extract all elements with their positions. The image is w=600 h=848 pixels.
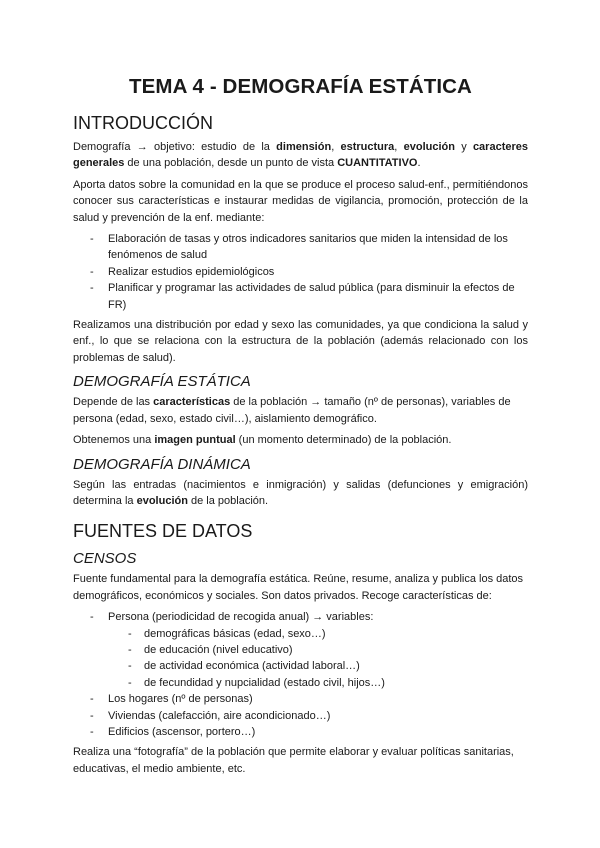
- text-run: (un momento determinado) de la población.: [235, 434, 452, 447]
- sub-list-item: [73, 626, 528, 642]
- paragraph-entradas-salidas: [73, 477, 528, 510]
- dash-marker: -: [90, 611, 94, 624]
- list-item-text: demográficas básicas (edad, sexo…): [144, 627, 326, 640]
- bold-caracteres-generales: caracteres generales: [73, 141, 528, 170]
- dash-marker: -: [90, 693, 94, 706]
- heading-fuentes-de-datos: FUENTES DE DATOS: [73, 521, 253, 542]
- dash-marker: -: [128, 676, 132, 689]
- text-run: Depende de las: [73, 396, 154, 409]
- text-run: y: [454, 141, 473, 153]
- intro-bullet-list: [73, 231, 528, 313]
- text-run: .: [417, 157, 421, 170]
- paragraph-fotografia: Realiza una “fotografía” de la población que permite elaborar y evaluar políticas sanitarias, educativas, el medio ambiente, etc.: [73, 746, 514, 775]
- text-run: Demografía → objetivo: estudio de la: [73, 141, 277, 153]
- text-run: Obtenemos una: [73, 434, 155, 447]
- paragraph-depende-caracteristicas: [73, 394, 528, 427]
- list-item-text: de educación (nivel educativo): [144, 643, 293, 656]
- dash-marker: -: [128, 660, 132, 673]
- censos-list: [73, 609, 528, 740]
- text-run: de una población, desde un punto de vista: [124, 157, 338, 170]
- bold-evolucion: evolución: [136, 494, 188, 507]
- list-item-text: Realizar estudios epidemiológicos: [108, 265, 275, 278]
- document-title: TEMA 4 - DEMOGRAFÍA ESTÁTICA: [129, 75, 472, 98]
- bold-evolucion: evolución: [403, 141, 455, 153]
- bold-imagen-puntual: imagen puntual: [154, 434, 236, 447]
- dash-marker: -: [90, 709, 94, 722]
- list-item: [73, 280, 528, 313]
- paragraph-fuente-fundamental: Fuente fundamental para la demografía estática. Reúne, resume, analiza y publica los datos demográficos, económicos y sociales. Son datos privados. Recoge características de:: [73, 573, 524, 602]
- heading-demografia-estatica: DEMOGRAFÍA ESTÁTICA: [73, 373, 251, 391]
- dash-marker: -: [90, 233, 94, 246]
- list-item-text: de actividad económica (actividad laboral…): [144, 660, 360, 673]
- paragraph-distribucion-edad-sexo: Realizamos una distribución por edad y sexo las comunidades, ya que condiciona la salud y enf., lo que se relaciona con la estructura de la población (además relacionado con los problemas de salud).: [73, 319, 528, 364]
- dash-marker: -: [90, 282, 94, 295]
- dash-marker: -: [128, 627, 132, 640]
- list-item-text: Los hogares (nº de personas): [108, 693, 253, 706]
- heading-demografia-dinamica: DEMOGRAFÍA DINÁMICA: [73, 455, 251, 473]
- text-run: Según las entradas (nacimientos e inmigración) y salidas (defunciones y emigración) determina la: [73, 478, 528, 507]
- sub-list-item: [73, 658, 528, 674]
- text-run: de la población.: [187, 494, 269, 507]
- heading-censos: CENSOS: [73, 550, 137, 568]
- bold-estructura: estructura: [340, 141, 395, 153]
- text-run: ,: [394, 141, 404, 153]
- list-item-text: de fecundidad y nupcialidad (estado civil, hijos…): [144, 676, 385, 689]
- list-item: [73, 724, 528, 740]
- sub-list-item: [73, 642, 528, 658]
- list-item: [73, 691, 528, 707]
- list-item-text: Elaboración de tasas y otros indicadores sanitarios que miden la intensidad de los fenómenos de salud: [108, 233, 508, 262]
- list-item-text: Viviendas (calefacción, aire acondicionado…): [108, 709, 331, 722]
- list-item-text: Persona (periodicidad de recogida anual) → variables:: [108, 611, 374, 624]
- list-item-text: Planificar y programar las actividades de salud pública (para disminuir la efectos de FR): [108, 282, 515, 311]
- bold-cuantitativo: CUANTITATIVO: [337, 157, 418, 170]
- list-item: [73, 231, 528, 264]
- list-item-persona: [73, 609, 528, 625]
- text-run: de la población → tamaño (nº de personas), variables de persona (edad, sexo, estado civil…), aislamiento demográfico.: [73, 396, 511, 425]
- dash-marker: -: [128, 643, 132, 656]
- bold-dimension: dimensión: [276, 141, 332, 153]
- bold-caracteristicas: características: [153, 396, 231, 409]
- text-run: ,: [331, 141, 341, 153]
- list-item: [73, 264, 528, 280]
- list-item-text: Edificios (ascensor, portero…): [108, 725, 256, 738]
- paragraph-imagen-puntual: [73, 432, 528, 448]
- list-item: [73, 708, 528, 724]
- heading-introduccion: INTRODUCCIÓN: [73, 113, 213, 133]
- paragraph-demografia-objetivo: [73, 139, 528, 172]
- paragraph-aporta-datos: Aporta datos sobre la comunidad en la que se produce el proceso salud-enf., permitiéndonos conocer sus características e instaurar medidas de vigilancia, promoción, protección de la salud y prevención de la enf. mediante:: [73, 178, 528, 224]
- dash-marker: -: [90, 725, 94, 738]
- dash-marker: -: [90, 265, 94, 278]
- sub-list-item: [73, 675, 528, 691]
